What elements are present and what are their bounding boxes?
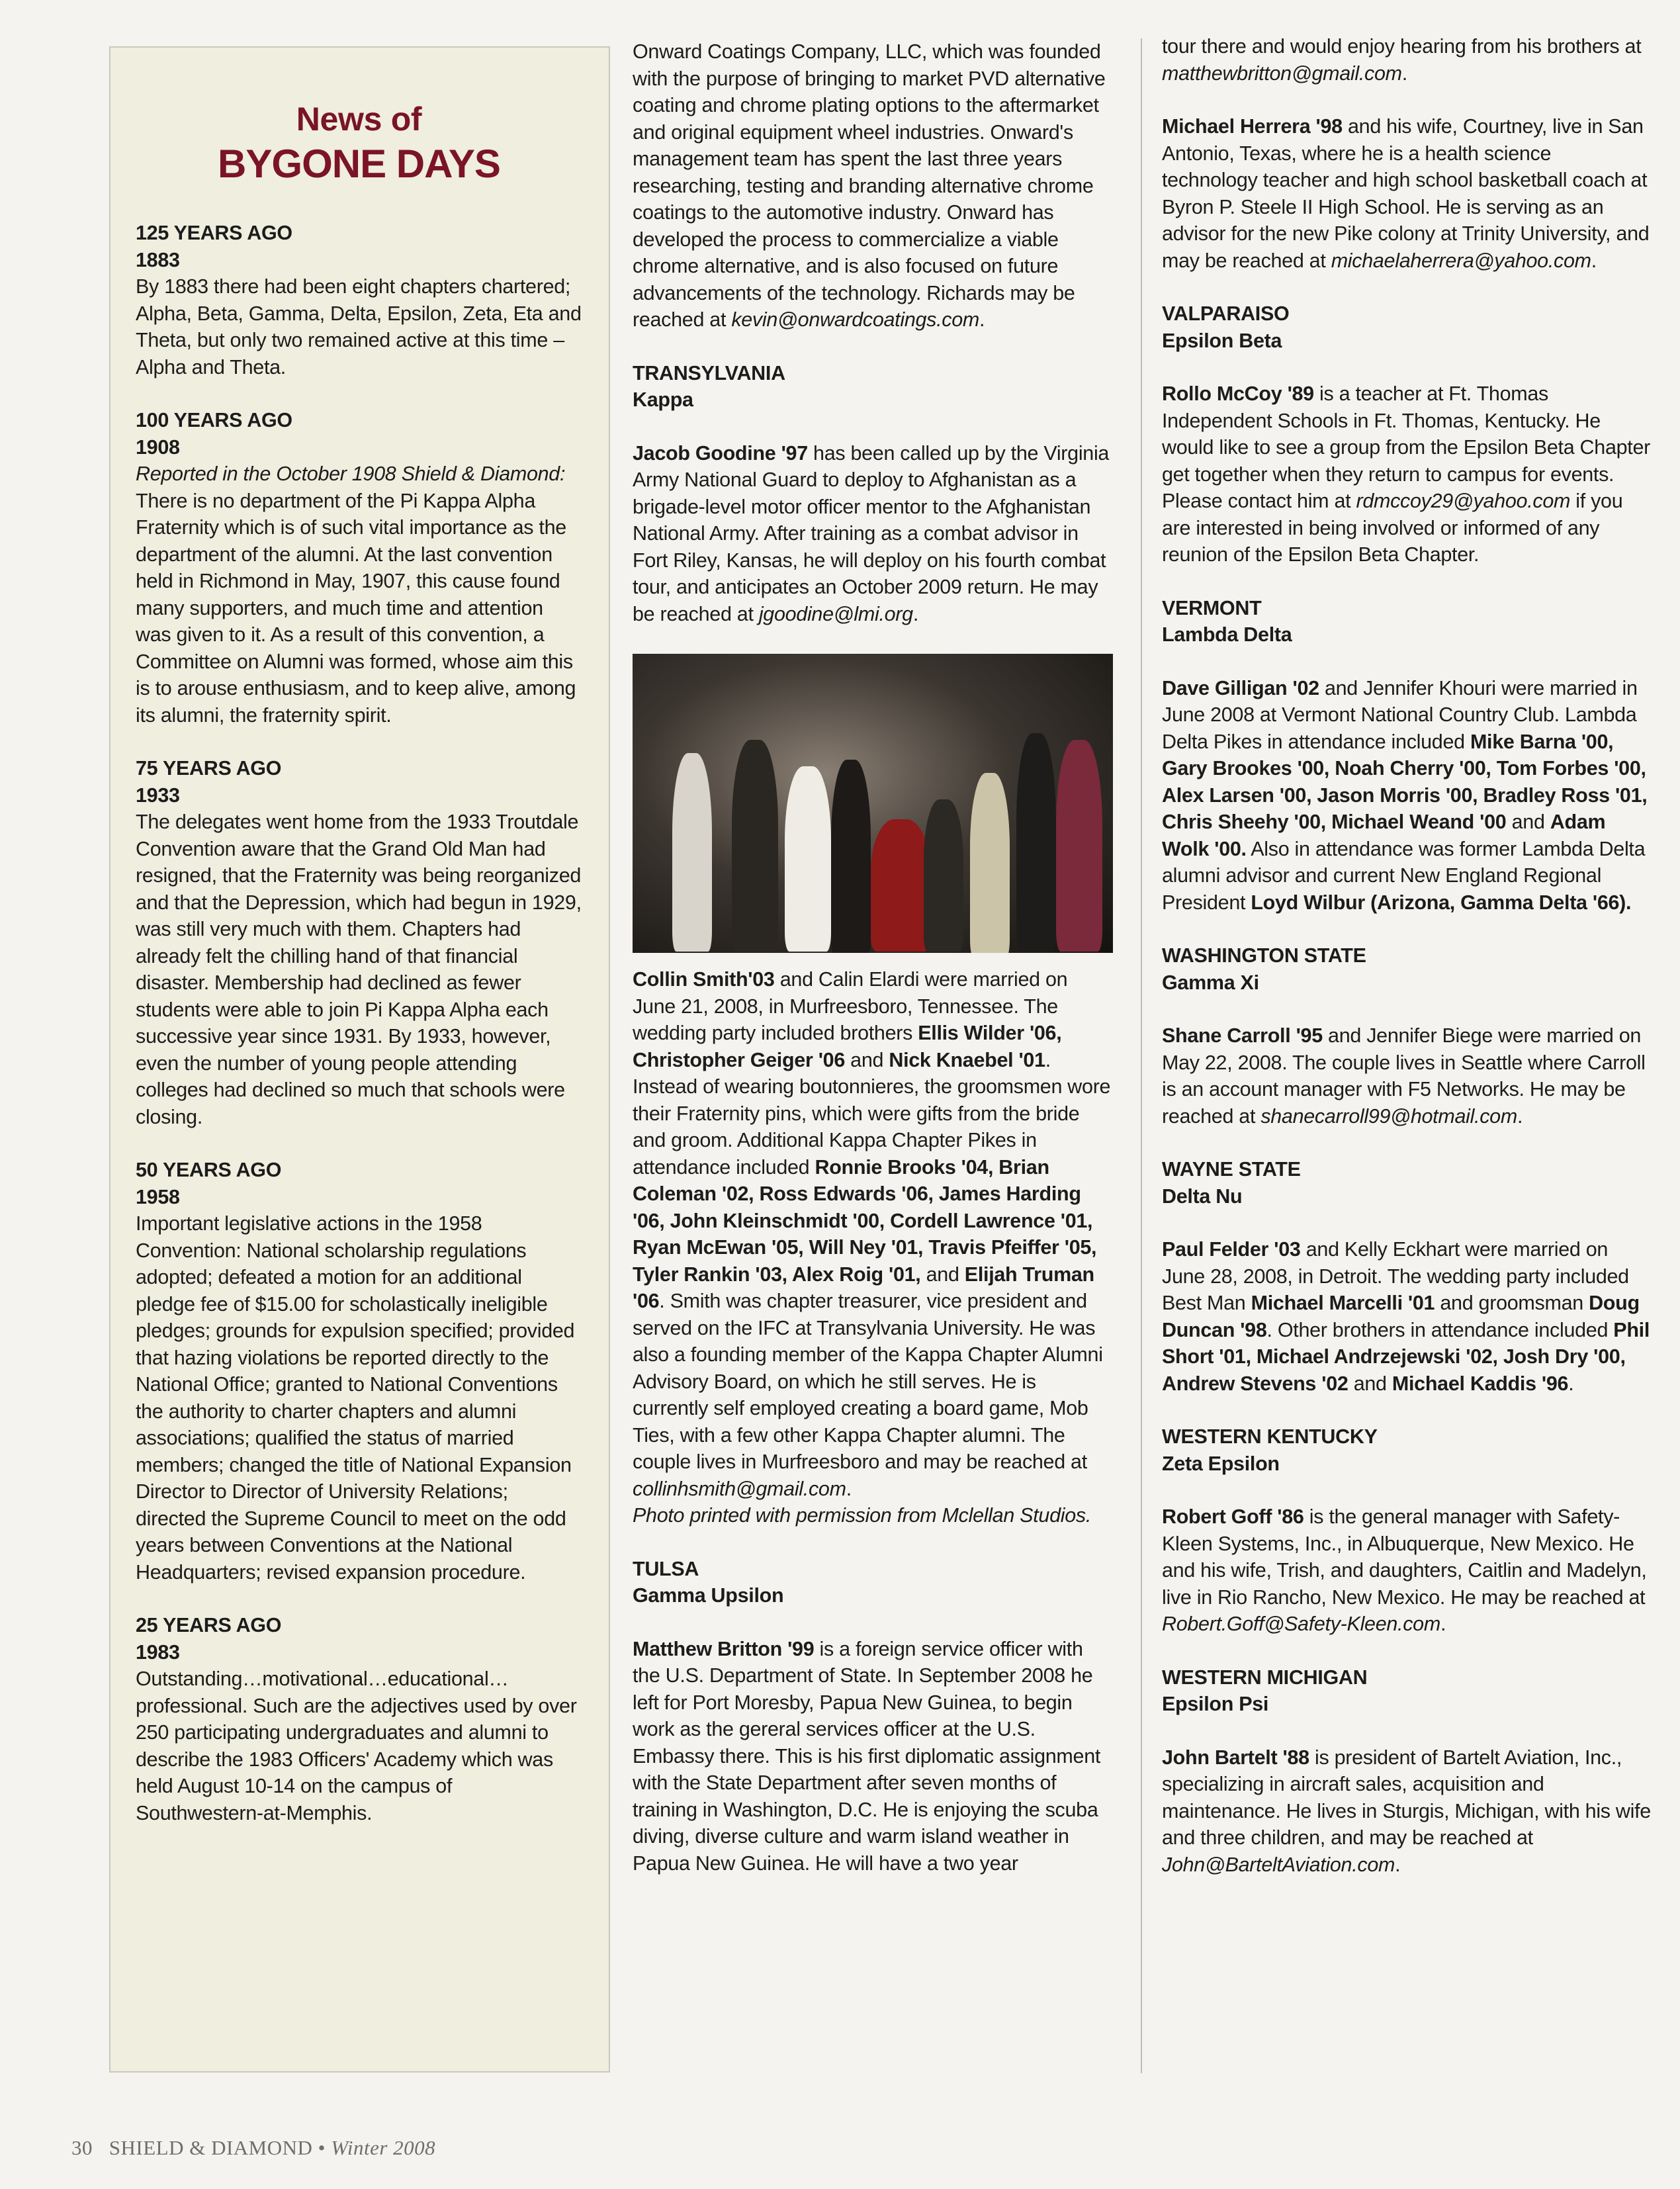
paragraph xyxy=(136,461,582,729)
school-name: WAYNE STATE xyxy=(1162,1158,1301,1181)
photo-figure xyxy=(924,799,963,952)
section-year: 1883 xyxy=(136,248,180,271)
chapter-heading xyxy=(1162,1423,1652,1477)
paragraph xyxy=(633,1636,1116,1877)
chapter-name: Delta Nu xyxy=(1162,1184,1243,1208)
school-name: VERMONT xyxy=(1162,596,1262,619)
history-section xyxy=(136,407,582,729)
photo-figure xyxy=(732,740,778,952)
member-name: Paul Felder '03 xyxy=(1162,1238,1301,1261)
paragraph-text: and xyxy=(1506,811,1550,833)
news-item xyxy=(1162,1744,1652,1879)
news-item xyxy=(1162,675,1652,916)
paragraph-text: . xyxy=(1440,1613,1446,1635)
section-year: 1933 xyxy=(136,783,180,807)
paragraph xyxy=(1162,1744,1652,1879)
sidebar-title-line2: BYGONE DAYS xyxy=(218,142,500,186)
news-item xyxy=(1162,1236,1652,1397)
photo-figure xyxy=(1056,740,1102,952)
page-number: 30 xyxy=(71,2136,93,2159)
chapter-heading xyxy=(633,360,1116,414)
paragraph-text: and his wife, Courtney, live in San Antonio, Texas, where he is a health science technology teacher and high school basketball coach at Byron P. Steele II High School. He is serving as an advisor for the new Pike colony at Trinity University, and may be reached at xyxy=(1162,115,1650,272)
chapter-name: Gamma Xi xyxy=(1162,971,1259,994)
member-name: Phil Short '01, Michael Andrzejewski '02, Josh Dry '00, Andrew Stevens '02 xyxy=(1162,1318,1650,1395)
member-name: Elijah Truman '06 xyxy=(633,1263,1094,1312)
member-name: Nick Knaebel '01 xyxy=(889,1048,1045,1071)
member-name: Ellis Wilder '06, Christopher Geiger '06 xyxy=(633,1022,1062,1071)
paragraph xyxy=(1162,675,1652,916)
issue-label: Winter 2008 xyxy=(331,2136,436,2159)
member-name: Adam Wolk '00. xyxy=(1162,811,1606,860)
chapter-name: Kappa xyxy=(633,388,693,411)
member-name: Shane Carroll '95 xyxy=(1162,1024,1323,1047)
paragraph-text: and groomsman xyxy=(1435,1292,1589,1314)
wedding-photo xyxy=(633,654,1113,953)
section-heading: 25 YEARS AGO xyxy=(136,1614,282,1636)
email-address: matthewbritton@gmail.com xyxy=(1162,62,1402,85)
school-name: WESTERN KENTUCKY xyxy=(1162,1425,1378,1448)
chapter-name: Lambda Delta xyxy=(1162,623,1292,646)
chapter-heading xyxy=(1162,595,1652,648)
paragraph-text: and Jennifer Biege were married on May 22, 2008. The couple lives in Seattle where Carroll is an account manager with F5 Networks. He may be reached at xyxy=(1162,1024,1646,1128)
paragraph xyxy=(1162,1236,1652,1397)
member-name: Dave Gilligan '02 xyxy=(1162,676,1319,699)
member-name: Collin Smith'03 xyxy=(633,968,775,991)
paragraph xyxy=(136,809,582,1130)
photo-figure xyxy=(871,819,930,952)
school-name: VALPARAISO xyxy=(1162,302,1290,325)
news-item xyxy=(1162,113,1652,274)
member-name: Ronnie Brooks '04, Brian Coleman '02, Ross Edwards '06, James Harding '06, John Kleinschmidt '00, Cordell Lawrence '01, Ryan McEwan '05, Will Ney '01, Travis Pfeiffer '05, Tyler Rankin '03, Alex Roig '01, xyxy=(633,1155,1097,1286)
school-name: WASHINGTON STATE xyxy=(1162,944,1366,967)
member-name: John Bartelt '88 xyxy=(1162,1746,1309,1769)
publication-name: SHIELD & DIAMOND xyxy=(109,2136,313,2159)
news-item xyxy=(633,1636,1116,1877)
paragraph-text: and Kelly Eckhart were married on June 28, 2008, in Detroit. The wedding party included Best Man xyxy=(1162,1238,1629,1314)
news-item xyxy=(1162,380,1652,568)
paragraph-text: . xyxy=(912,602,919,625)
email-address: shanecarroll99@hotmail.com xyxy=(1260,1104,1517,1128)
paragraph xyxy=(1162,1022,1652,1130)
article-column-3 xyxy=(1162,33,1652,1904)
page-footer xyxy=(71,2136,435,2160)
paragraph-text: There is no department of the Pi Kappa Alpha Fraternity which is of such vital importance as the department of the alumni. At the last convention held in Richmond in May, 1907, this cause found many supporters, and much time and attention was given to it. As a result of this convention, a Committee on Alumni was formed, whose aim this is to arouse enthusiasm, and to keep alive, among its alumni, the fraternity spirit. xyxy=(136,489,576,727)
email-address: michaelaherrera@yahoo.com xyxy=(1331,249,1591,272)
member-name: Mike Barna '00, Gary Brookes '00, Noah Cherry '00, Tom Forbes '00, Alex Larsen '00, Jason Morris '00, Bradley Ross '01, Chris Sheehy '00, Michael Weand '00 xyxy=(1162,730,1648,833)
paragraph xyxy=(1162,33,1652,87)
paragraph-text: Onward Coatings Company, LLC, which was founded with the purpose of bringing to market PVD alternative coating and chrome plating options to the aftermarket and original equipment wheel industries. Onward's management team has spent the last three years researching, testing and branding alternative chrome coatings to the automotive industry. Onward has developed the process to commercialize a viable chrome alternative, and is also focused on future advancements of the technology. Richards may be reached at xyxy=(633,40,1106,331)
news-of-bygone-days-sidebar xyxy=(109,46,610,2073)
paragraph-text: The delegates went home from the 1933 Troutdale Convention aware that the Grand Old Man had resigned, that the Fraternity was being reorganized and that the Depression, which had begun in 1929, was still very much with them. Chapters had already felt the chilling hand of that financial disaster. Membership had declined as fewer students were able to join Pi Kappa Alpha each successive year since 1931. By 1933, however, even the number of young people attending colleges had declined so much that schools were closing. xyxy=(136,811,582,1128)
footer-separator: • xyxy=(318,2136,326,2159)
article-column-2 xyxy=(633,38,1116,1903)
photo-figure xyxy=(1016,733,1056,952)
paragraph-text: . xyxy=(1591,249,1597,272)
member-name: Michael Herrera '98 xyxy=(1162,115,1343,138)
paragraph-text: . xyxy=(1395,1853,1401,1876)
paragraph-text: . xyxy=(1568,1372,1574,1395)
news-item xyxy=(1162,1022,1652,1130)
paragraph-text: Outstanding…motivational…educational…professional. Such are the adjectives used by over 250 participating undergraduates and alumni to describe the 1983 Officers' Academy which was held August 10-14 on the campus of Southwestern-at-Memphis. xyxy=(136,1668,577,1824)
member-name: Michael Kaddis '96 xyxy=(1392,1372,1569,1395)
chapter-name: Epsilon Psi xyxy=(1162,1693,1269,1715)
history-section xyxy=(136,755,582,1130)
member-name: Jacob Goodine '97 xyxy=(633,441,808,465)
news-item xyxy=(1162,33,1652,87)
chapter-heading xyxy=(1162,300,1652,354)
news-item xyxy=(633,38,1116,334)
chapter-heading xyxy=(1162,1664,1652,1718)
paragraph-text: and xyxy=(920,1263,965,1286)
paragraph-text: and xyxy=(845,1048,889,1071)
photo-figure xyxy=(831,760,871,953)
email-address: collinhsmith@gmail.com xyxy=(633,1477,846,1500)
member-name: Doug Duncan '98 xyxy=(1162,1292,1640,1341)
section-heading: 100 YEARS AGO xyxy=(136,409,292,431)
paragraph-text: . xyxy=(1517,1104,1523,1128)
paragraph-text: and Jennifer Khouri were married in June 2008 at Vermont National Country Club. Lambda Delta Pikes in attendance included xyxy=(1162,676,1638,753)
email-address: John@BarteltAviation.com xyxy=(1162,1853,1395,1876)
paragraph-text: has been called up by the Virginia Army National Guard to deploy to Afghanistan as a brigade-level motor officer mentor to the Afghanistan National Army. After training as a combat advisor in Fort Riley, Kansas, he will deploy on his fourth combat tour, and anticipates an October 2009 return. He may be reached at xyxy=(633,441,1110,625)
chapter-heading xyxy=(1162,1156,1652,1210)
member-name: Rollo McCoy '89 xyxy=(1162,382,1314,405)
chapter-name: Zeta Epsilon xyxy=(1162,1452,1280,1475)
paragraph xyxy=(633,38,1116,334)
paragraph xyxy=(633,966,1116,1529)
paragraph-text: Reported in the October 1908 Shield & Diamond: xyxy=(136,463,566,485)
paragraph xyxy=(1162,113,1652,274)
paragraph-text: Photo printed with permission from Mclellan Studios. xyxy=(633,1504,1091,1527)
paragraph-text: Important legislative actions in the 1958 Convention: National scholarship regulations adopted; defeated a motion for an additional pledge fee of $15.00 for scholastically ineligible pledges; grounds for expulsion specified; provided that hazing violations be reported directly to the National Office; granted to National Conventions the authority to charter chapters and alumni associations; qualified the status of married members; changed the title of National Expansion Director to Director of University Relations; directed the Supreme Council to meet on the odd years between Conventions at the National Headquarters; revised expansion procedure. xyxy=(136,1212,575,1584)
school-name: TULSA xyxy=(633,1557,699,1580)
photo-figure xyxy=(672,753,712,952)
section-heading: 125 YEARS AGO xyxy=(136,222,292,244)
history-section xyxy=(136,220,582,380)
news-item xyxy=(633,440,1116,628)
paragraph-text: . xyxy=(1401,62,1407,85)
email-address: rdmccoy29@yahoo.com xyxy=(1356,490,1571,512)
section-year: 1908 xyxy=(136,435,180,459)
paragraph-text: . xyxy=(846,1477,852,1500)
paragraph-text: is a foreign service officer with the U.S. Department of State. In September 2008 he left for Port Moresby, Papua New Guinea, to begin work as the gereral services officer at the U.S. Embassy there. This is his first diplomatic assignment with the State Department after seven months of training in Washington, D.C. He is enjoying the scuba diving, diverse culture and warm island weather in Papua New Guinea. He will have a two year xyxy=(633,1637,1101,1875)
paragraph-text: if you are interested in being involved or informed of any reunion of the Epsilon Beta Chapter. xyxy=(1162,490,1623,566)
paragraph-text: By 1883 there had been eight chapters chartered; Alpha, Beta, Gamma, Delta, Epsilon, Zeta, Eta and Theta, but only two remained active at this time – Alpha and Theta. xyxy=(136,275,582,379)
email-address: kevin@onwardcoatings.com xyxy=(731,308,980,331)
member-name: Loyd Wilbur (Arizona, Gamma Delta '66). xyxy=(1251,891,1632,914)
paragraph xyxy=(136,273,582,380)
paragraph-text: Also in attendance was former Lambda Delta alumni advisor and current New England Regional President xyxy=(1162,837,1646,914)
column-divider xyxy=(1141,38,1142,2073)
history-section xyxy=(136,1612,582,1826)
chapter-heading xyxy=(633,1556,1116,1609)
email-address: jgoodine@lmi.org xyxy=(758,602,913,625)
paragraph xyxy=(136,1666,582,1826)
paragraph-text: and xyxy=(1348,1372,1392,1395)
chapter-heading xyxy=(1162,942,1652,996)
sidebar-title-line1: News of xyxy=(296,101,422,138)
paragraph-text: is a teacher at Ft. Thomas Independent Schools in Ft. Thomas, Kentucky. He would like to see a group from the Epsilon Beta Chapter get together when they return to campus for events. Please contact him at xyxy=(1162,382,1650,512)
school-name: WESTERN MICHIGAN xyxy=(1162,1666,1368,1689)
paragraph-text: is the general manager with Safety-Kleen Systems, Inc., in Albuquerque, New Mexico. He and his wife, Trish, and daughters, Caitlin and Madelyn, live in Rio Rancho, New Mexico. He may be reached at xyxy=(1162,1505,1647,1609)
paragraph-text: and Calin Elardi were married on June 21, 2008, in Murfreesboro, Tennessee. The wedding party included brothers xyxy=(633,968,1068,1044)
email-address: Robert.Goff@Safety-Kleen.com xyxy=(1162,1613,1440,1635)
paragraph-text: . xyxy=(979,308,985,331)
history-section xyxy=(136,1157,582,1586)
paragraph xyxy=(1162,1503,1652,1638)
paragraph xyxy=(633,440,1116,628)
paragraph-text: . Other brothers in attendance included xyxy=(1266,1318,1614,1341)
news-item xyxy=(633,966,1116,1529)
photo-figure xyxy=(970,773,1010,953)
member-name: Michael Marcelli '01 xyxy=(1251,1292,1435,1314)
news-item xyxy=(1162,1503,1652,1638)
section-heading: 75 YEARS AGO xyxy=(136,757,282,780)
school-name: TRANSYLVANIA xyxy=(633,361,785,384)
paragraph-text: is president of Bartelt Aviation, Inc., specializing in aircraft sales, acquisition and maintenance. He lives in Sturgis, Michigan, with his wife and three children, and may be reached at xyxy=(1162,1746,1651,1849)
chapter-name: Epsilon Beta xyxy=(1162,329,1282,352)
paragraph-text: tour there and would enjoy hearing from his brothers at xyxy=(1162,35,1642,58)
paragraph xyxy=(1162,380,1652,568)
member-name: Robert Goff '86 xyxy=(1162,1505,1304,1528)
chapter-name: Gamma Upsilon xyxy=(633,1584,784,1607)
paragraph-text: . Instead of wearing boutonnieres, the groomsmen wore their Fraternity pins, which were gifts from the bride and groom. Additional Kappa Chapter Pikes in attendance included xyxy=(633,1048,1111,1179)
paragraph xyxy=(136,1210,582,1586)
member-name: Matthew Britton '99 xyxy=(633,1637,815,1660)
section-year: 1983 xyxy=(136,1640,180,1664)
section-heading: 50 YEARS AGO xyxy=(136,1159,282,1181)
photo-figure xyxy=(785,766,831,952)
paragraph-text: . Smith was chapter treasurer, vice president and served on the IFC at Transylvania University. He was also a founding member of the Kappa Chapter Alumni Advisory Board, on which he still serves. He is currently self employed creating a board game, Mob Ties, with a few other Kappa Chapter alumni. The couple lives in Murfreesboro and may be reached at xyxy=(633,1290,1103,1473)
section-year: 1958 xyxy=(136,1185,180,1208)
